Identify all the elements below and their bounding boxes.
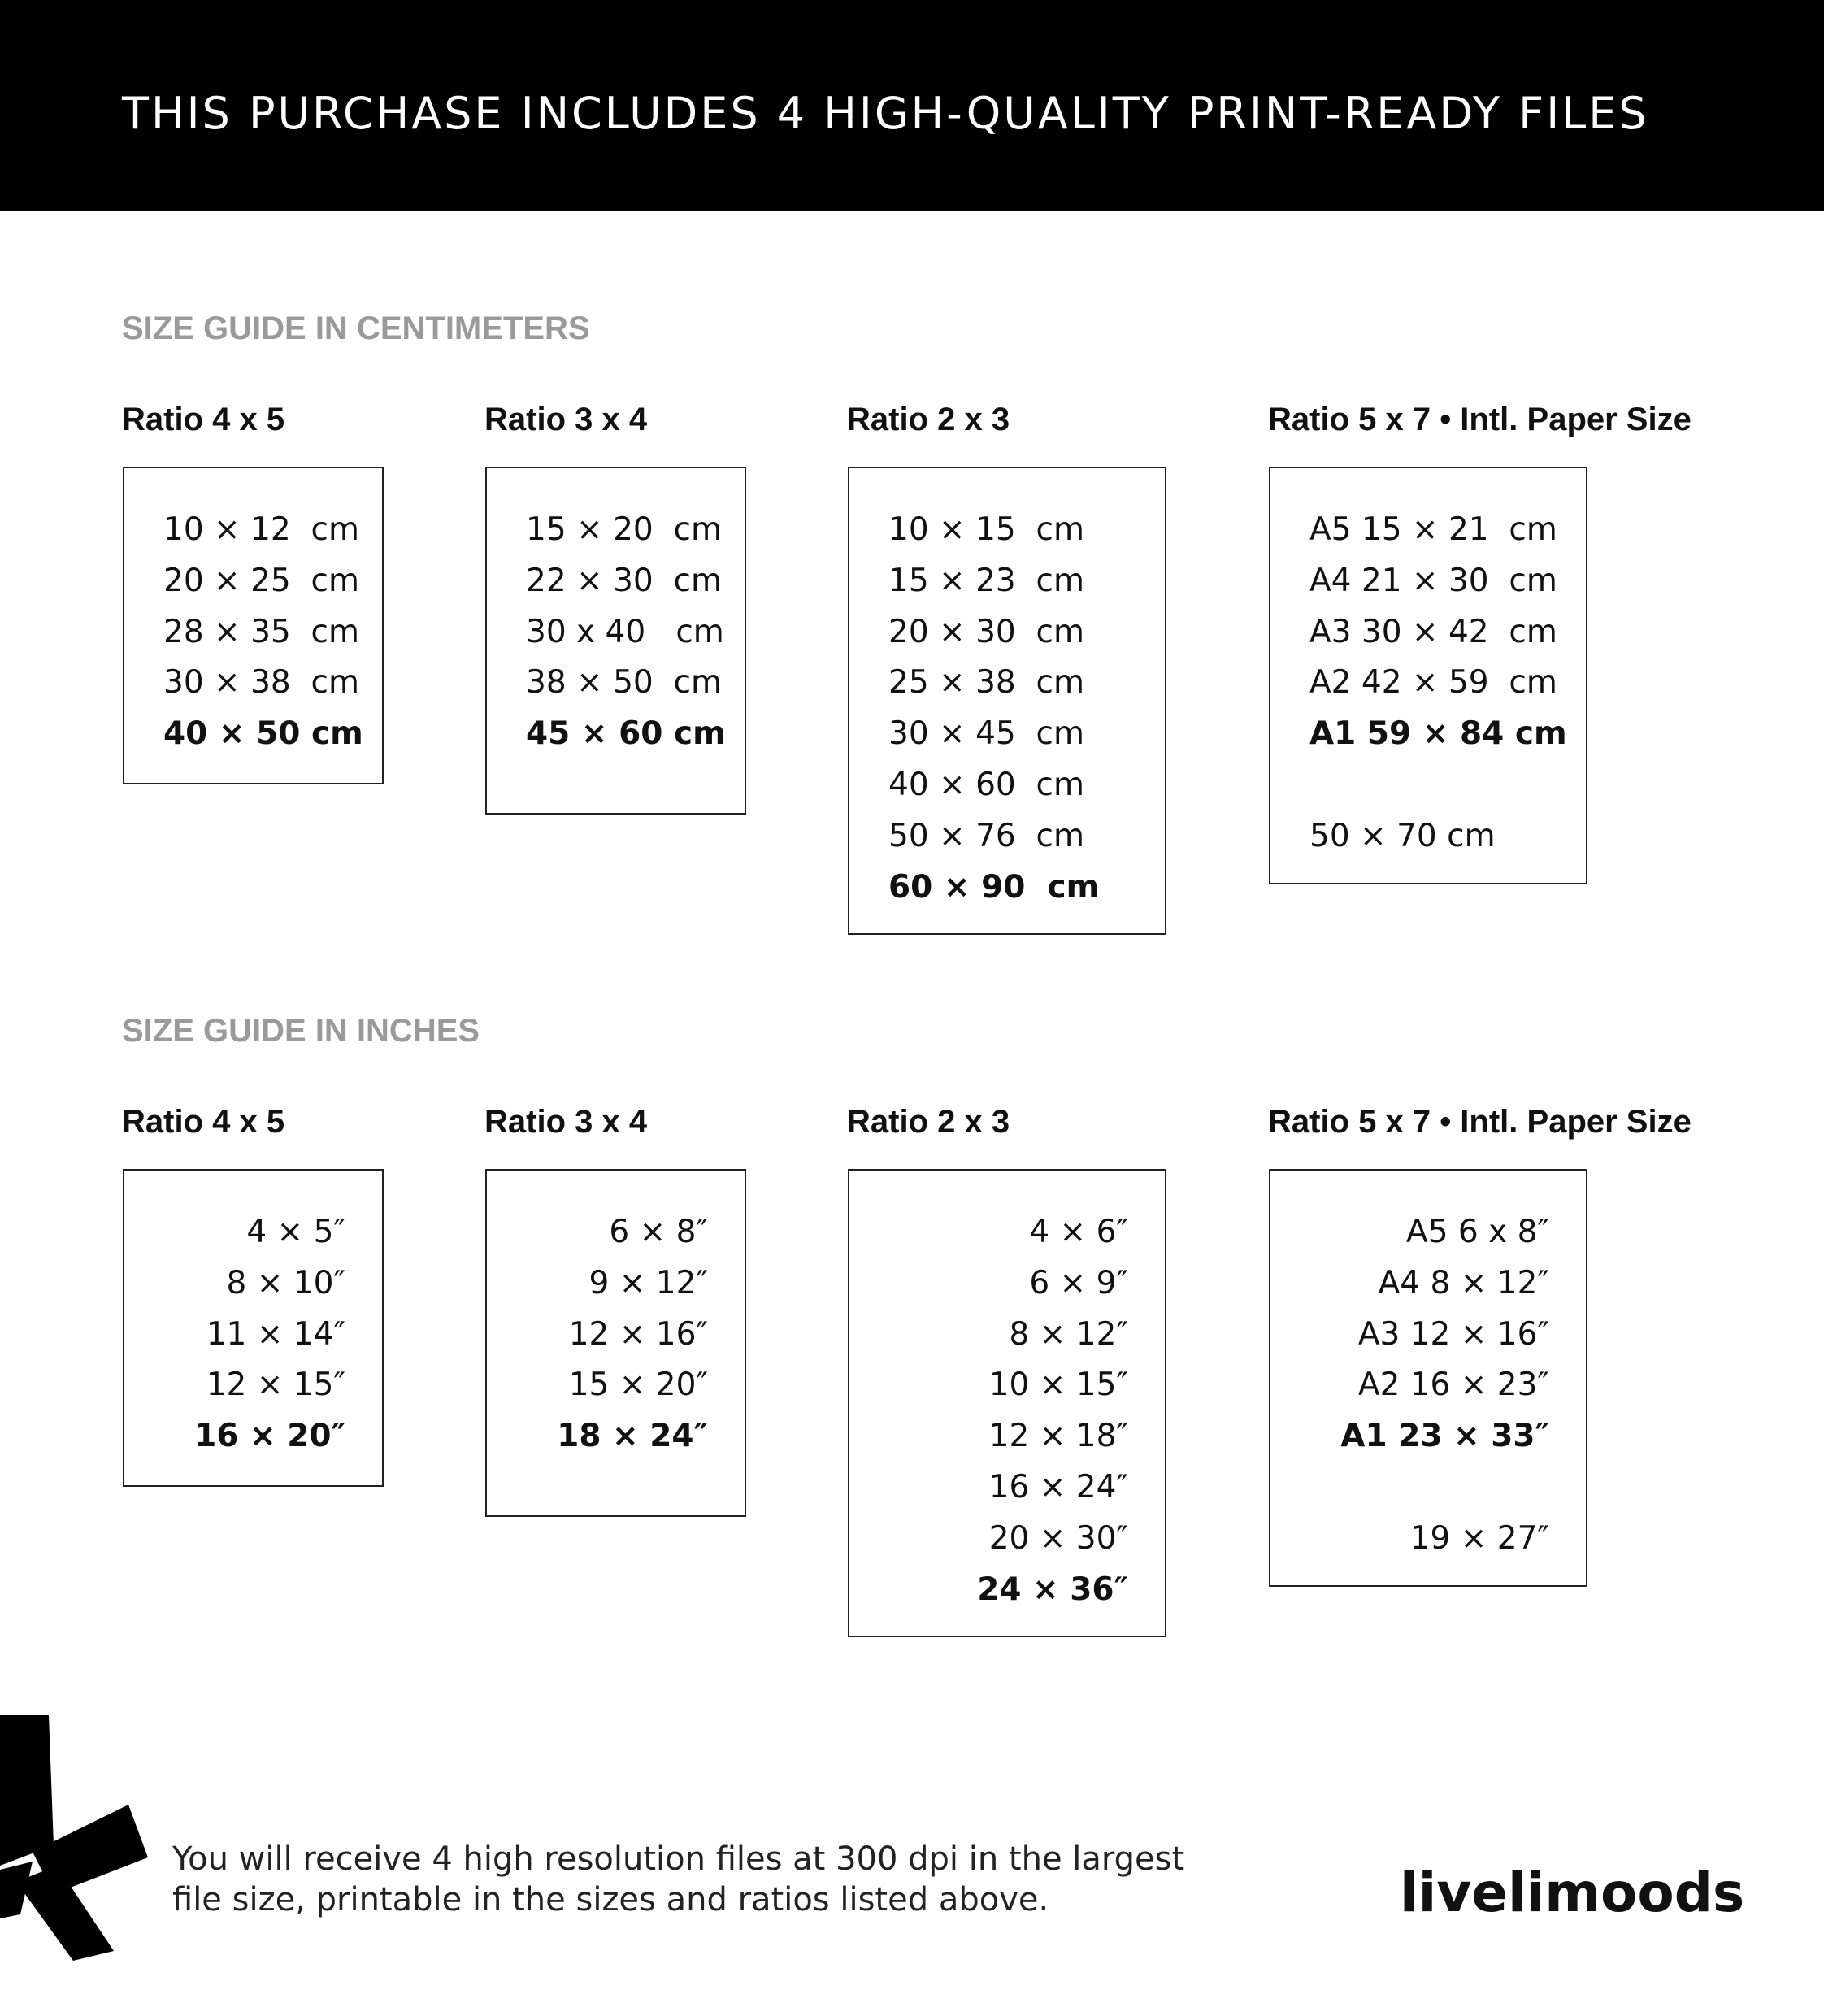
size-row: 40 × 60 cm [888, 766, 1084, 803]
size-row: 16 × 24″ [988, 1468, 1128, 1505]
inch-box-2x3 [848, 1169, 1166, 1637]
size-row-largest: A1 23 × 33″ [1340, 1418, 1549, 1455]
inch-ratio-label-2x3: Ratio 2 x 3 [847, 1104, 1010, 1140]
size-row: 38 × 50 cm [526, 664, 722, 702]
size-row: A5 15 × 21 cm [1309, 511, 1557, 548]
size-row: 20 × 30 cm [888, 613, 1084, 650]
header-bar [0, 0, 1824, 211]
size-row-largest: 60 × 90 cm [888, 868, 1100, 906]
size-row: 20 × 30″ [988, 1519, 1128, 1557]
size-row-alt: 19 × 27″ [1409, 1519, 1549, 1557]
size-row: 12 × 16″ [568, 1315, 708, 1353]
cm-section-title: SIZE GUIDE IN CENTIMETERS [122, 311, 590, 346]
inch-box-3x4 [485, 1169, 746, 1517]
size-row-largest: 18 × 24″ [557, 1418, 708, 1455]
size-row: 9 × 12″ [588, 1264, 708, 1301]
size-row: 20 × 25 cm [163, 562, 359, 599]
inch-box-4x5 [123, 1169, 384, 1487]
size-row: A3 12 × 16″ [1357, 1315, 1549, 1353]
size-row-spacer [1309, 760, 1567, 811]
size-row: 28 × 35 cm [163, 613, 359, 650]
size-row: 10 × 12 cm [163, 511, 359, 548]
size-row: 4 × 5″ [246, 1214, 345, 1250]
size-row-largest: 40 × 50 cm [163, 715, 363, 753]
cm-ratio-label-2x3: Ratio 2 x 3 [847, 402, 1010, 437]
size-row: 8 × 10″ [226, 1264, 345, 1301]
asterisk-logo-icon [0, 1707, 163, 1975]
brand-logo-text: livelimoods [1400, 1862, 1745, 1924]
size-row: 30 x 40 cm [526, 613, 724, 650]
inch-section-title: SIZE GUIDE IN INCHES [122, 1013, 480, 1049]
inch-ratio-label-3x4: Ratio 3 x 4 [484, 1104, 648, 1140]
size-row: 30 × 38 cm [163, 664, 359, 702]
size-row: A2 16 × 23″ [1357, 1366, 1549, 1404]
inch-box-5x7 [1269, 1169, 1587, 1587]
size-row: A5 6 x 8″ [1406, 1214, 1549, 1250]
size-row: 50 × 76 cm [888, 817, 1084, 854]
cm-ratio-label-4x5: Ratio 4 x 5 [122, 402, 285, 437]
size-row-largest: 45 × 60 cm [526, 715, 726, 753]
size-row: 4 × 6″ [1029, 1214, 1128, 1250]
size-row: A4 8 × 12″ [1378, 1264, 1549, 1301]
size-row: 15 × 20 cm [526, 511, 722, 548]
size-row: 12 × 18″ [988, 1418, 1128, 1455]
size-row: 6 × 9″ [1029, 1264, 1128, 1301]
inch-ratio-label-5x7: Ratio 5 x 7 • Intl. Paper Size [1268, 1104, 1692, 1140]
size-row-alt: 50 × 70 cm [1309, 817, 1496, 854]
size-row-largest: 24 × 36″ [977, 1571, 1128, 1608]
size-row: 12 × 15″ [206, 1366, 345, 1404]
size-row: 11 × 14″ [206, 1315, 345, 1353]
cm-ratio-label-5x7: Ratio 5 x 7 • Intl. Paper Size [1268, 402, 1692, 437]
cm-box-5x7 [1269, 467, 1587, 884]
size-row: 15 × 20″ [568, 1366, 708, 1404]
size-row-largest: 16 × 20″ [194, 1418, 345, 1455]
footer-description: You will receive 4 high resolution files at 300 dpi in the largest file size, printable in the sizes and ratios listed above. [172, 1840, 1185, 1918]
size-row: 25 × 38 cm [888, 664, 1084, 702]
size-row: A3 30 × 42 cm [1309, 613, 1557, 650]
size-row: 15 × 23 cm [888, 562, 1084, 599]
size-row: 22 × 30 cm [526, 562, 722, 599]
cm-box-3x4 [485, 467, 746, 815]
inch-ratio-label-4x5: Ratio 4 x 5 [122, 1104, 285, 1140]
size-row: 6 × 8″ [609, 1214, 708, 1250]
cm-box-2x3 [848, 467, 1166, 935]
size-row-spacer [1270, 1462, 1549, 1514]
size-row: 30 × 45 cm [888, 715, 1084, 753]
size-row: A2 42 × 59 cm [1309, 664, 1557, 702]
size-row: 10 × 15 cm [888, 511, 1084, 548]
size-row: 10 × 15″ [988, 1366, 1128, 1404]
size-row-largest: A1 59 × 84 cm [1309, 715, 1567, 753]
size-row: 8 × 12″ [1009, 1315, 1128, 1353]
size-row: A4 21 × 30 cm [1309, 562, 1557, 599]
cm-box-4x5 [123, 467, 384, 784]
header-title: THIS PURCHASE INCLUDES 4 HIGH-QUALITY PRINT-READY FILES [122, 88, 1649, 139]
cm-ratio-label-3x4: Ratio 3 x 4 [484, 402, 648, 437]
